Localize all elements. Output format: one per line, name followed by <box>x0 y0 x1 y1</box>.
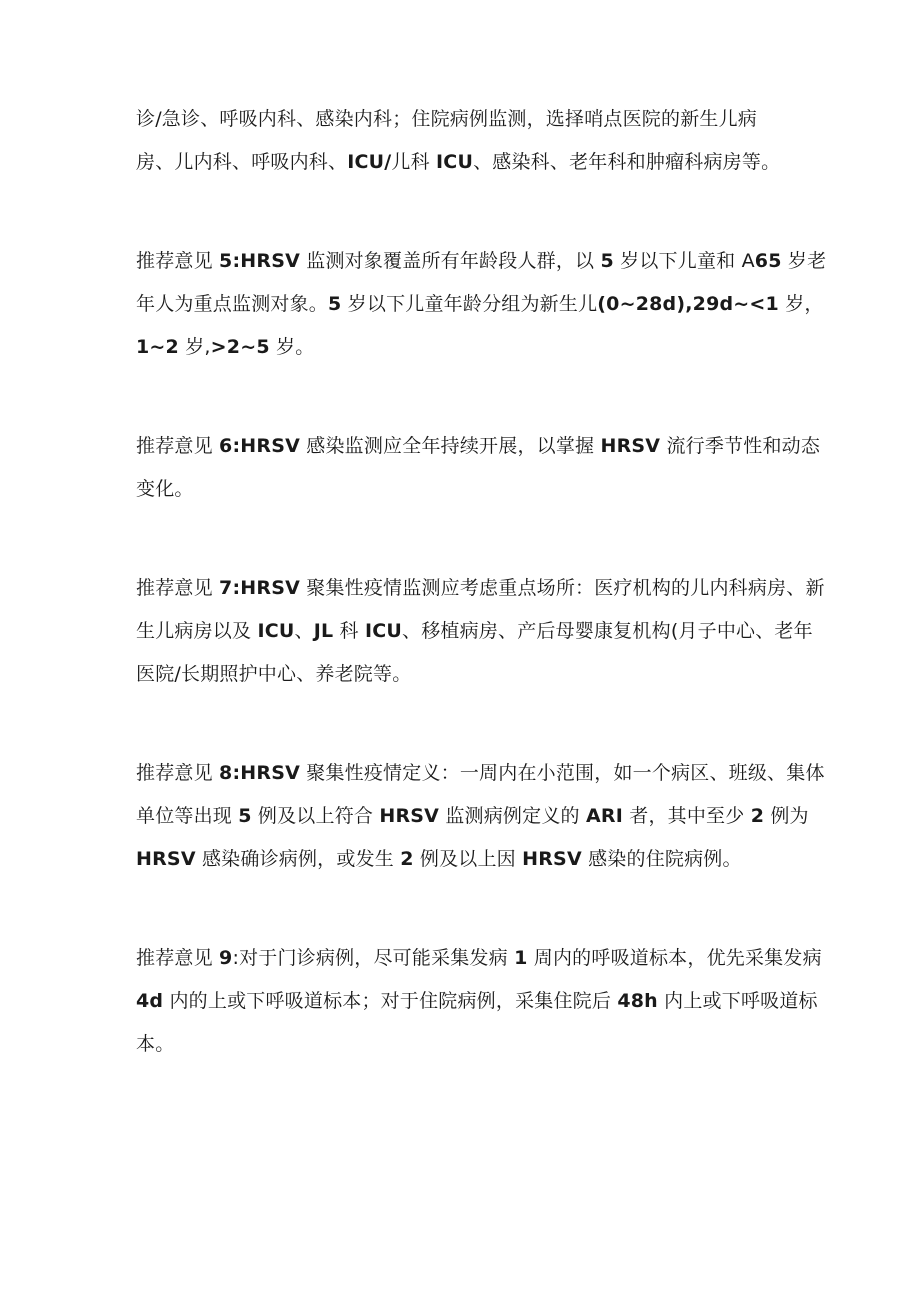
text-run: 推荐意见 <box>136 435 220 457</box>
text-line <box>136 795 809 838</box>
text-run: 者，其中至少 <box>623 805 751 827</box>
text-run: 岁。 <box>269 336 315 358</box>
text-run: 岁, <box>178 336 211 358</box>
bold-text: 1 <box>514 947 528 969</box>
bold-text: ICU <box>364 620 403 642</box>
bold-text: 4d <box>136 990 164 1012</box>
text-line <box>136 838 792 881</box>
text-run: 感染的住院病例。 <box>581 848 742 870</box>
text-line <box>136 937 822 980</box>
text-line <box>136 240 827 283</box>
text-line <box>136 326 792 369</box>
text-run: 感染监测应全年持续开展，以掌握 <box>300 435 601 457</box>
text-run: 推荐意见 <box>136 577 220 599</box>
bold-text: 5 <box>600 250 614 272</box>
text-run: 、 <box>294 620 314 642</box>
paragraph <box>136 240 827 369</box>
paragraph <box>136 425 821 511</box>
bold-text: ICU <box>257 620 295 642</box>
bold-text: HRSV <box>522 848 582 870</box>
bold-text: ARI <box>585 805 623 827</box>
text-line <box>136 425 821 468</box>
paragraph <box>136 567 825 696</box>
paragraph <box>136 98 792 184</box>
bold-text: 7:HRSV <box>219 577 300 599</box>
text-run: 变化。 <box>136 478 194 500</box>
text-line <box>136 980 818 1023</box>
text-run: 聚集性疫情定义：一周内在小范围，如一个病区、班级、集体 <box>300 762 825 784</box>
text-run: 诊/急诊、呼吸内科、感染内科；住院病例监测，选择哨点医院的新生儿病 <box>136 108 758 130</box>
text-run: 岁以下儿童年龄分组为新生儿 <box>341 293 598 315</box>
text-run: 科 <box>333 620 365 642</box>
text-run: 年人为重点监测对象。 <box>136 293 329 315</box>
text-run: :对于门诊病例，尽可能采集发病 <box>232 947 515 969</box>
text-run: 监测对象覆盖所有年龄段人群，以 <box>300 250 601 272</box>
text-run: 推荐意见 <box>136 762 220 784</box>
text-line <box>136 98 792 141</box>
text-run: 推荐意见 <box>136 947 220 969</box>
text-line <box>136 141 792 184</box>
text-run: 例为 <box>764 805 809 827</box>
bold-text: 5 <box>328 293 342 315</box>
text-run: 生儿病房以及 <box>136 620 258 642</box>
text-run: 周内的呼吸道标本，优先采集发病 <box>527 947 822 969</box>
bold-text: 5:HRSV <box>219 250 300 272</box>
text-run: 、感染科、老年科和肿瘤科病房等。 <box>473 151 781 173</box>
text-run: 内的上或下呼吸道标本；对于住院病例，采集住院后 <box>163 990 618 1012</box>
bold-text: 2 <box>400 848 414 870</box>
text-run: 推荐意见 <box>136 250 220 272</box>
text-run: 岁以下儿童和 A <box>613 250 755 272</box>
bold-text: (0~28d),29d~<1 <box>597 293 779 315</box>
paragraph <box>136 937 822 1066</box>
bold-text: 65 <box>754 250 782 272</box>
text-line <box>136 752 825 795</box>
text-line <box>136 610 813 653</box>
text-run: 例及以上符合 <box>251 805 380 827</box>
text-run: 房、儿内科、呼吸内科、 <box>136 151 348 173</box>
bold-text: >2~5 <box>210 336 270 358</box>
text-run: 岁老 <box>781 250 827 272</box>
text-run: 单位等出现 <box>136 805 239 827</box>
bold-text: ICU <box>436 151 474 173</box>
bold-text: HRSV <box>379 805 440 827</box>
text-run: 感染确诊病例，或发生 <box>195 848 401 870</box>
text-run: 岁， <box>778 293 824 315</box>
text-run: 例及以上因 <box>413 848 523 870</box>
text-run: 聚集性疫情监测应考虑重点场所：医疗机构的儿内科病房、新 <box>300 577 825 599</box>
bold-text: 5 <box>238 805 252 827</box>
bold-text: 8:HRSV <box>219 762 300 784</box>
bold-text: 1~2 <box>136 336 179 358</box>
bold-text: JL <box>313 620 334 642</box>
text-line <box>136 653 792 696</box>
text-run: 内上或下呼吸道标 <box>657 990 818 1012</box>
bold-text: HRSV <box>600 435 661 457</box>
bold-text: ICU/ <box>347 151 392 173</box>
bold-text: HRSV <box>136 848 196 870</box>
text-run: 本。 <box>136 1033 175 1055</box>
text-line <box>136 468 792 511</box>
bold-text: 6:HRSV <box>219 435 300 457</box>
text-run: 儿科 <box>391 151 437 173</box>
bold-text: 9 <box>219 947 233 969</box>
paragraph <box>136 752 825 881</box>
text-line <box>136 1023 792 1066</box>
text-line <box>136 283 824 326</box>
text-run: 流行季节性和动态 <box>660 435 821 457</box>
text-line <box>136 567 825 610</box>
text-run: 医院/长期照护中心、养老院等。 <box>136 663 412 685</box>
text-run: 监测病例定义的 <box>439 805 586 827</box>
bold-text: 48h <box>617 990 658 1012</box>
text-run: 、移植病房、产后母婴康复机构(月子中心、老年 <box>402 620 813 642</box>
bold-text: 2 <box>750 805 765 827</box>
